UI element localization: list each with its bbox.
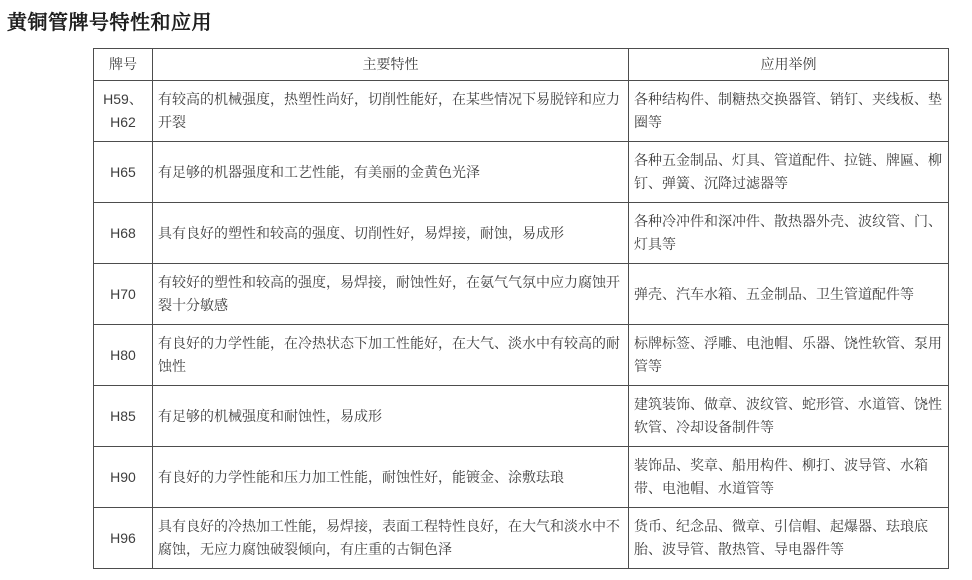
grade-cell: H59、H62 bbox=[94, 81, 153, 142]
applications-cell: 装饰品、奖章、船用构件、柳打、波导管、水箱带、电池帽、水道管等 bbox=[629, 447, 949, 508]
grade-cell: H70 bbox=[94, 264, 153, 325]
applications-cell: 各种冷冲件和深冲件、散热器外壳、波纹管、门、灯具等 bbox=[629, 203, 949, 264]
grade-cell: H90 bbox=[94, 447, 153, 508]
brass-grade-table bbox=[93, 48, 949, 569]
grade-cell: H65 bbox=[94, 142, 153, 203]
col-header-applications: 应用举例 bbox=[629, 49, 949, 81]
features-cell: 有较高的机械强度，热塑性尚好，切削性能好，在某些情况下易脱锌和应力开裂 bbox=[153, 81, 629, 142]
table-row bbox=[94, 264, 949, 325]
grade-cell: H85 bbox=[94, 386, 153, 447]
page-title: 黄铜管牌号特性和应用 bbox=[7, 12, 212, 34]
applications-cell: 货币、纪念品、微章、引信帽、起爆器、珐琅底胎、波导管、散热管、导电器件等 bbox=[629, 508, 949, 569]
table-row bbox=[94, 508, 949, 569]
table-header-row bbox=[94, 49, 949, 81]
col-header-features: 主要特性 bbox=[153, 49, 629, 81]
table-row bbox=[94, 447, 949, 508]
applications-cell: 标牌标签、浮雕、电池帽、乐器、饶性软管、泵用管等 bbox=[629, 325, 949, 386]
table-row bbox=[94, 142, 949, 203]
applications-cell: 建筑装饰、做章、波纹管、蛇形管、水道管、饶性软管、冷却设备制件等 bbox=[629, 386, 949, 447]
features-cell: 具有良好的塑性和较高的强度、切削性好，易焊接，耐蚀，易成形 bbox=[153, 203, 629, 264]
features-cell: 有良好的力学性能，在冷热状态下加工性能好，在大气、淡水中有较高的耐蚀性 bbox=[153, 325, 629, 386]
grade-cell: H96 bbox=[94, 508, 153, 569]
table-row bbox=[94, 325, 949, 386]
features-cell: 具有良好的冷热加工性能，易焊接，表面工程特性良好，在大气和淡水中不腐蚀，无应力腐蚀破裂倾向，有庄重的古铜色泽 bbox=[153, 508, 629, 569]
features-cell: 有良好的力学性能和压力加工性能，耐蚀性好，能镀金、涂敷珐琅 bbox=[153, 447, 629, 508]
grade-cell: H80 bbox=[94, 325, 153, 386]
applications-cell: 各种结构件、制糖热交换器管、销钉、夹线板、垫圈等 bbox=[629, 81, 949, 142]
features-cell: 有较好的塑性和较高的强度，易焊接，耐蚀性好，在氨气气氛中应力腐蚀开裂十分敏感 bbox=[153, 264, 629, 325]
table-row bbox=[94, 81, 949, 142]
col-header-grade: 牌号 bbox=[94, 49, 153, 81]
table-row bbox=[94, 386, 949, 447]
features-cell: 有足够的机器强度和工艺性能，有美丽的金黄色光泽 bbox=[153, 142, 629, 203]
grade-cell: H68 bbox=[94, 203, 153, 264]
features-cell: 有足够的机械强度和耐蚀性，易成形 bbox=[153, 386, 629, 447]
applications-cell: 弹壳、汽车水箱、五金制品、卫生管道配件等 bbox=[629, 264, 949, 325]
table-row bbox=[94, 203, 949, 264]
applications-cell: 各种五金制品、灯具、管道配件、拉链、牌匾、柳钉、弹簧、沉降过滤器等 bbox=[629, 142, 949, 203]
